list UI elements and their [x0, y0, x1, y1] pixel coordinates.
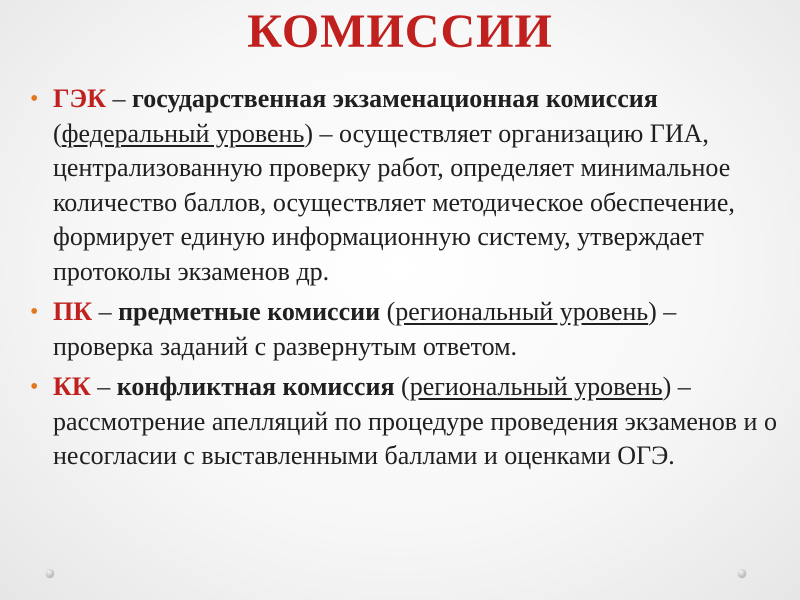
item-open-paren: (	[394, 372, 410, 401]
item-dash: –	[106, 84, 133, 113]
item-description: ) – осуществляет организацию ГИА, централизованную проверку работ, определяет минимальное количество баллов, осуществляет методическое обеспечение, формирует единую информационную систему, утверждает протоколы экзаменов др.	[53, 118, 735, 286]
bullet-icon: •	[30, 374, 39, 400]
item-description: ) – проверка заданий с развернутым ответом.	[53, 297, 677, 361]
item-bold-title: предметные комиссии	[118, 297, 381, 326]
item-abbreviation: ПК	[53, 297, 93, 326]
item-bold-title: конфликтная комиссия	[116, 372, 395, 401]
item-abbreviation: КК	[53, 372, 91, 401]
decorative-dot-icon	[46, 569, 54, 577]
list-item-pk	[30, 295, 780, 364]
bullet-icon: •	[30, 86, 39, 112]
item-description: ) – рассмотрение апелляций по процедуре проведения экзаменов и о несогласии с выставленными баллами и оценками ОГЭ.	[53, 372, 777, 470]
slide-title: КОМИССИИ	[247, 5, 553, 58]
item-open-paren: (	[380, 297, 396, 326]
list-item-gek	[30, 82, 780, 289]
item-open-paren: (	[53, 118, 62, 148]
list-item-kk	[30, 370, 780, 474]
slide-content	[30, 82, 780, 480]
item-level: региональный уровень	[395, 297, 649, 326]
item-level: региональный уровень	[409, 372, 663, 401]
decorative-dot-icon	[738, 569, 746, 577]
item-bold-title: государственная экзаменационная комиссия	[132, 84, 658, 113]
item-dash: –	[92, 297, 119, 326]
item-dash: –	[90, 372, 117, 401]
item-abbreviation: ГЭК	[53, 84, 107, 113]
bullet-icon: •	[30, 299, 39, 325]
item-level: федеральный уровень	[61, 118, 305, 148]
